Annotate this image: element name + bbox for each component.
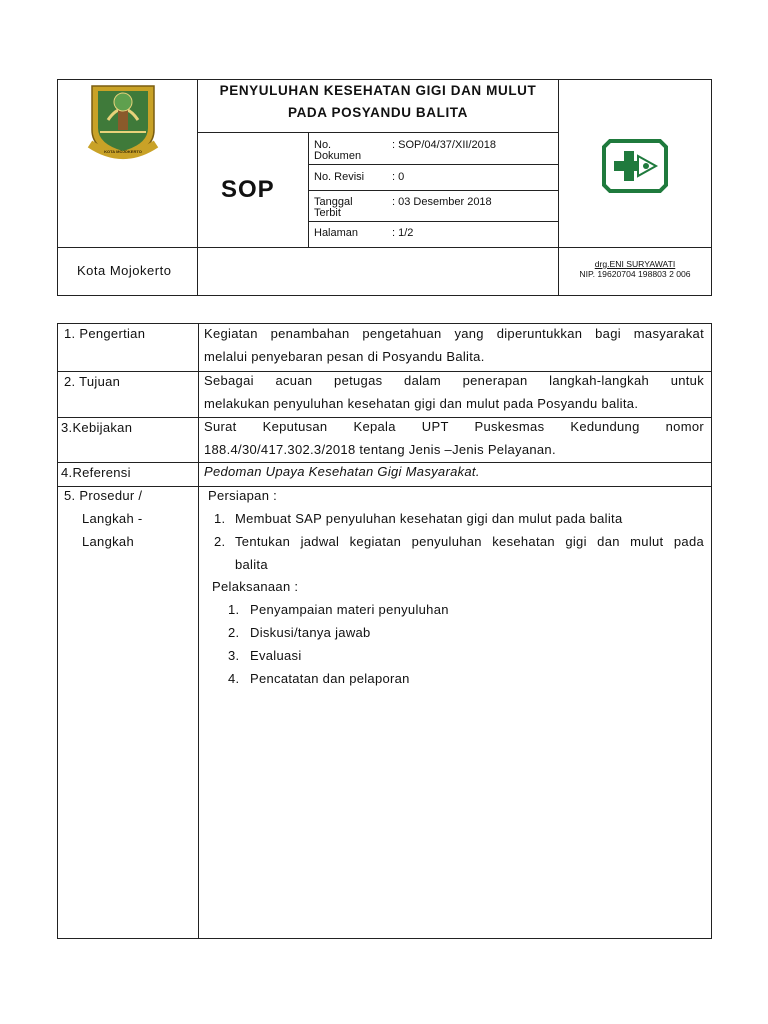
persiapan-heading: Persiapan : xyxy=(208,488,278,503)
field-value-halaman: : 1/2 xyxy=(392,227,414,239)
signatory-block xyxy=(560,259,710,279)
puskesmas-logo xyxy=(600,137,670,195)
pelaksanaan-item-num: 3. xyxy=(228,648,240,663)
pelaksanaan-item-num: 2. xyxy=(228,625,240,640)
pelaksanaan-item-num: 1. xyxy=(228,602,240,617)
crest-ribbon-text: KOTA MOJOKERTO xyxy=(104,149,142,154)
field-label-halaman: Halaman xyxy=(314,227,359,239)
field-label-tanggal: Tanggal Terbit xyxy=(314,196,353,219)
kebijakan-text: Surat Keputusan Kepala UPT Puskesmas Kedundung nomor 188.4/30/417.302.3/2018 tentang Jenis –Jenis Pelayanan. xyxy=(204,419,704,457)
field-label-dokumen: No. Dokumen xyxy=(314,139,362,162)
field-value-revisi: : 0 xyxy=(392,171,405,183)
referensi-label: 4.Referensi xyxy=(61,465,131,480)
tujuan-text: Sebagai acuan petugas dalam penerapan langkah-langkah untuk melakukan penyuluhan kesehatan gigi dan mulut pada Posyandu balita. xyxy=(204,373,704,411)
tujuan-label: 2. Tujuan xyxy=(64,374,121,389)
persiapan-item: Tentukan jadwal kegiatan penyuluhan kesehatan gigi dan mulut pada balita xyxy=(235,534,704,572)
pelaksanaan-item: Evaluasi xyxy=(250,648,302,663)
field-value-tanggal: : 03 Desember 2018 xyxy=(392,196,492,208)
persiapan-item-num: 2. xyxy=(214,534,226,549)
title-line-2: PADA POSYANDU BALITA xyxy=(287,105,468,120)
document-title xyxy=(197,80,559,124)
field-value-dokumen: : SOP/04/37/XII/2018 xyxy=(392,139,496,151)
kebijakan-label: 3.Kebijakan xyxy=(61,420,133,435)
pelaksanaan-item: Pencatatan dan pelaporan xyxy=(250,671,410,686)
signatory-nip: NIP. 19620704 198803 2 006 xyxy=(579,269,691,279)
referensi-text: Pedoman Upaya Kesehatan Gigi Masyarakat. xyxy=(204,464,480,479)
prosedur-label: 5. Prosedur / Langkah - Langkah xyxy=(64,488,143,549)
city-crest-logo xyxy=(86,80,160,162)
pengertian-label: 1. Pengertian xyxy=(64,326,146,341)
persiapan-item: Membuat SAP penyuluhan kesehatan gigi dan mulut pada balita xyxy=(235,511,623,526)
city-name: Kota Mojokerto xyxy=(77,263,172,278)
pelaksanaan-item-num: 4. xyxy=(228,671,240,686)
signatory-name: drg.ENI SURYAWATI xyxy=(594,259,676,269)
pengertian-text: Kegiatan penambahan pengetahuan yang diperuntukkan bagi masyarakat melalui penyebaran pesan di Posyandu Balita. xyxy=(204,326,704,364)
pelaksanaan-item: Penyampaian materi penyuluhan xyxy=(250,602,449,617)
persiapan-item-num: 1. xyxy=(214,511,226,526)
pelaksanaan-heading: Pelaksanaan : xyxy=(212,579,299,594)
field-label-revisi: No. Revisi xyxy=(314,171,365,183)
title-line-1: PENYULUHAN KESEHATAN GIGI DAN MULUT xyxy=(219,83,537,98)
sop-label: SOP xyxy=(221,176,275,203)
pelaksanaan-item: Diskusi/tanya jawab xyxy=(250,625,371,640)
